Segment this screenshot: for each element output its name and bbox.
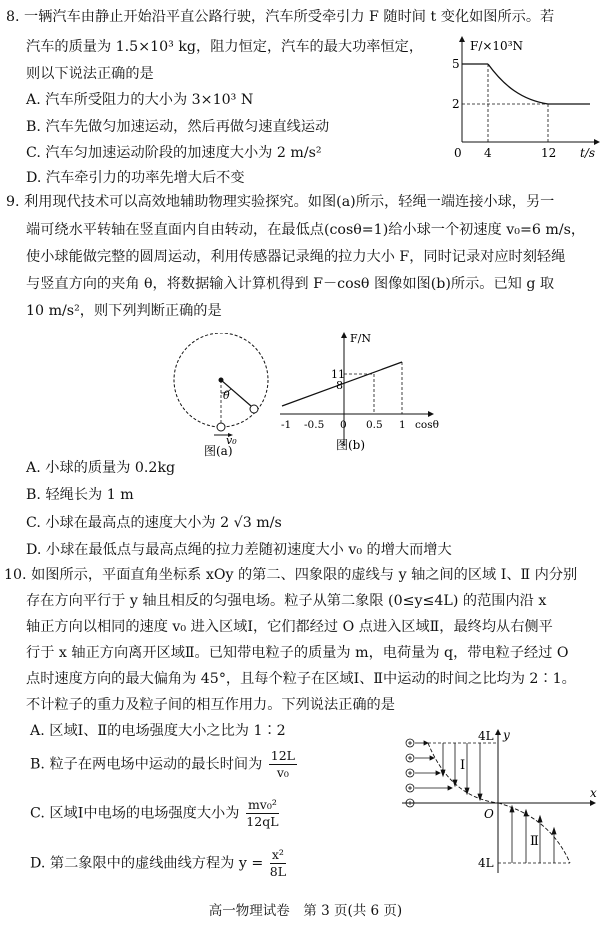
q10-incoming-particles <box>406 739 452 807</box>
q10-option-d-denominator: 8L <box>269 864 287 879</box>
q10-line-6: 不计粒子的重力及粒子间的相互作用力。下列说法正确的是 <box>26 697 395 713</box>
q10-y-axis-label: y <box>503 728 510 742</box>
q10-option-b-denominator: v₀ <box>276 765 289 780</box>
q9-option-d: D. 小球在最低点与最高点绳的拉力差随初速度大小 v₀ 的增大而增大 <box>26 542 452 558</box>
q10-field-diagram <box>400 727 600 877</box>
q10-option-d <box>30 847 288 880</box>
q9-fig-b-ytick-11: 11 <box>331 368 345 381</box>
q9-fig-a-v0: v₀ <box>226 434 237 447</box>
q10-option-b <box>30 748 299 781</box>
q9-line-4: 与竖直方向的夹角 θ，将数据输入计算机得到 F－cosθ 图像如图(b)所示。已知 g 取 <box>26 276 555 292</box>
q10-option-d-text: D. 第二象限中的虚线曲线方程为 y = <box>30 855 264 872</box>
q9-fig-b-xtick-neg1: -1 <box>281 419 292 431</box>
q10-option-c-numerator: mv₀² <box>247 797 277 812</box>
q9-fig-b-xtick-05: 0.5 <box>366 419 383 431</box>
q9-fig-b-xtick-1: 1 <box>399 419 406 431</box>
q10-option-a: A. 区域Ⅰ、Ⅱ的电场强度大小之比为 1∶2 <box>30 723 286 739</box>
q8-graph-origin: 0 <box>454 146 462 160</box>
q10-line-3: 轴正方向以相同的速度 v₀ 进入区域Ⅰ，它们都经过 O 点进入区域Ⅱ，最终均从右侧平 <box>26 619 553 635</box>
q10-line-4: 行于 x 轴正方向离开区域Ⅱ。已知带电粒子的质量为 m，电荷量为 q，带电粒子经过 O <box>26 645 569 661</box>
q9-fig-a-theta: θ <box>223 389 230 402</box>
q10-option-c-text: C. 区域Ⅰ中电场的电场强度大小为 <box>30 805 240 822</box>
q10-option-d-numerator: x² <box>270 847 286 864</box>
q9-fig-b-xlabel: cosθ <box>415 419 439 431</box>
q10-line-1: 10. 如图所示，平面直角坐标系 xOy 的第二、四象限的虚线与 y 轴之间的区域 Ⅰ、Ⅱ 内分别 <box>4 567 578 583</box>
q8-graph-ytick-5: 5 <box>452 57 460 71</box>
q10-option-b-numerator: 12L <box>270 748 295 763</box>
q9-fig-b-ytick-8: 8 <box>336 379 343 392</box>
q10-option-b-text: B. 粒子在两电场中运动的最长时间为 <box>30 756 263 773</box>
q9-line-5: 10 m/s²，则下列判断正确的是 <box>26 303 222 319</box>
q9-fig-b-xtick-neg05: -0.5 <box>304 419 325 431</box>
q10-option-d-fraction <box>270 847 286 880</box>
q10-line-2: 存在方向平行于 y 轴且相反的匀强电场。粒子从第二象限 (0≤y≤4L) 的范围内沿 x <box>26 593 547 609</box>
q9-fig-b-ylabel: F/N <box>350 332 371 345</box>
q10-y-bottom-label: 4L <box>478 856 494 870</box>
q9-fig-b-xtick-0: 0 <box>340 419 347 431</box>
q10-y-top-label: 4L <box>478 729 494 743</box>
q9-option-c: C. 小球在最高点的速度大小为 2 √3 m/s <box>26 515 282 531</box>
q10-option-c-denominator: 12qL <box>246 814 279 829</box>
q10-option-c <box>30 797 281 830</box>
q8-line-1: 8. 一辆汽车由静止开始沿平直公路行驶，汽车所受牵引力 F 随时间 t 变化如图所示。若 <box>6 9 555 25</box>
q8-line-2: 汽车的质量为 1.5×10³ kg，阻力恒定，汽车的最大功率恒定， <box>26 39 424 55</box>
q9-figure-b <box>276 328 451 458</box>
q9-fig-a-caption: 图(a) <box>204 444 233 458</box>
q8-option-b: B. 汽车先做匀加速运动，然后再做匀速直线运动 <box>26 119 330 135</box>
q8-option-c: C. 汽车匀加速运动阶段的加速度大小为 2 m/s² <box>26 145 322 161</box>
q9-option-a: A. 小球的质量为 0.2kg <box>26 460 176 476</box>
q10-origin-label: O <box>484 807 494 821</box>
q9-line-1: 9. 利用现代技术可以高效地辅助物理实验探究。如图(a)所示，轻绳一端连接小球，另一 <box>6 194 555 210</box>
q8-graph-ylabel: F/×10³N <box>470 39 524 53</box>
q9-option-b: B. 轻绳长为 1 m <box>26 487 134 503</box>
q8-graph-ytick-2: 2 <box>452 97 460 111</box>
q8-option-d: D. 汽车牵引力的功率先增大后不变 <box>26 170 245 186</box>
q8-graph-xtick-4: 4 <box>484 146 492 160</box>
q9-line-3: 使小球能做完整的圆周运动，利用传感器记录绳的拉力大小 F，同时记录对应时刻轻绳 <box>26 249 566 265</box>
q9-figure-a <box>166 333 276 458</box>
q8-force-time-graph <box>442 30 602 165</box>
q9-fig-b-caption: 图(b) <box>336 438 366 452</box>
q8-option-a: A. 汽车所受阻力的大小为 3×10³ N <box>26 92 254 108</box>
q9-line-2: 端可绕水平转轴在竖直面内自由转动，在最低点(cosθ=1)给小球一个初速度 v₀=6 m/s， <box>26 222 586 238</box>
q10-option-c-fraction <box>246 797 279 830</box>
q8-graph-xtick-12: 12 <box>541 146 557 160</box>
q10-option-b-fraction <box>269 748 297 781</box>
q8-line-3: 则以下说法正确的是 <box>26 66 154 82</box>
page-footer: 高一物理试卷 第 3 页(共 6 页) <box>208 903 403 919</box>
q10-region-1-label: Ⅰ <box>460 758 466 773</box>
q10-x-axis-label: x <box>590 786 597 800</box>
q8-graph-xlabel: t/s <box>580 146 596 160</box>
q10-line-5: 点时速度方向的最大偏角为 45°，且每个粒子在区域Ⅰ、Ⅱ中运动的时间之比均为 2∶1。 <box>26 671 576 687</box>
q10-region-2-label: Ⅱ <box>530 834 539 849</box>
